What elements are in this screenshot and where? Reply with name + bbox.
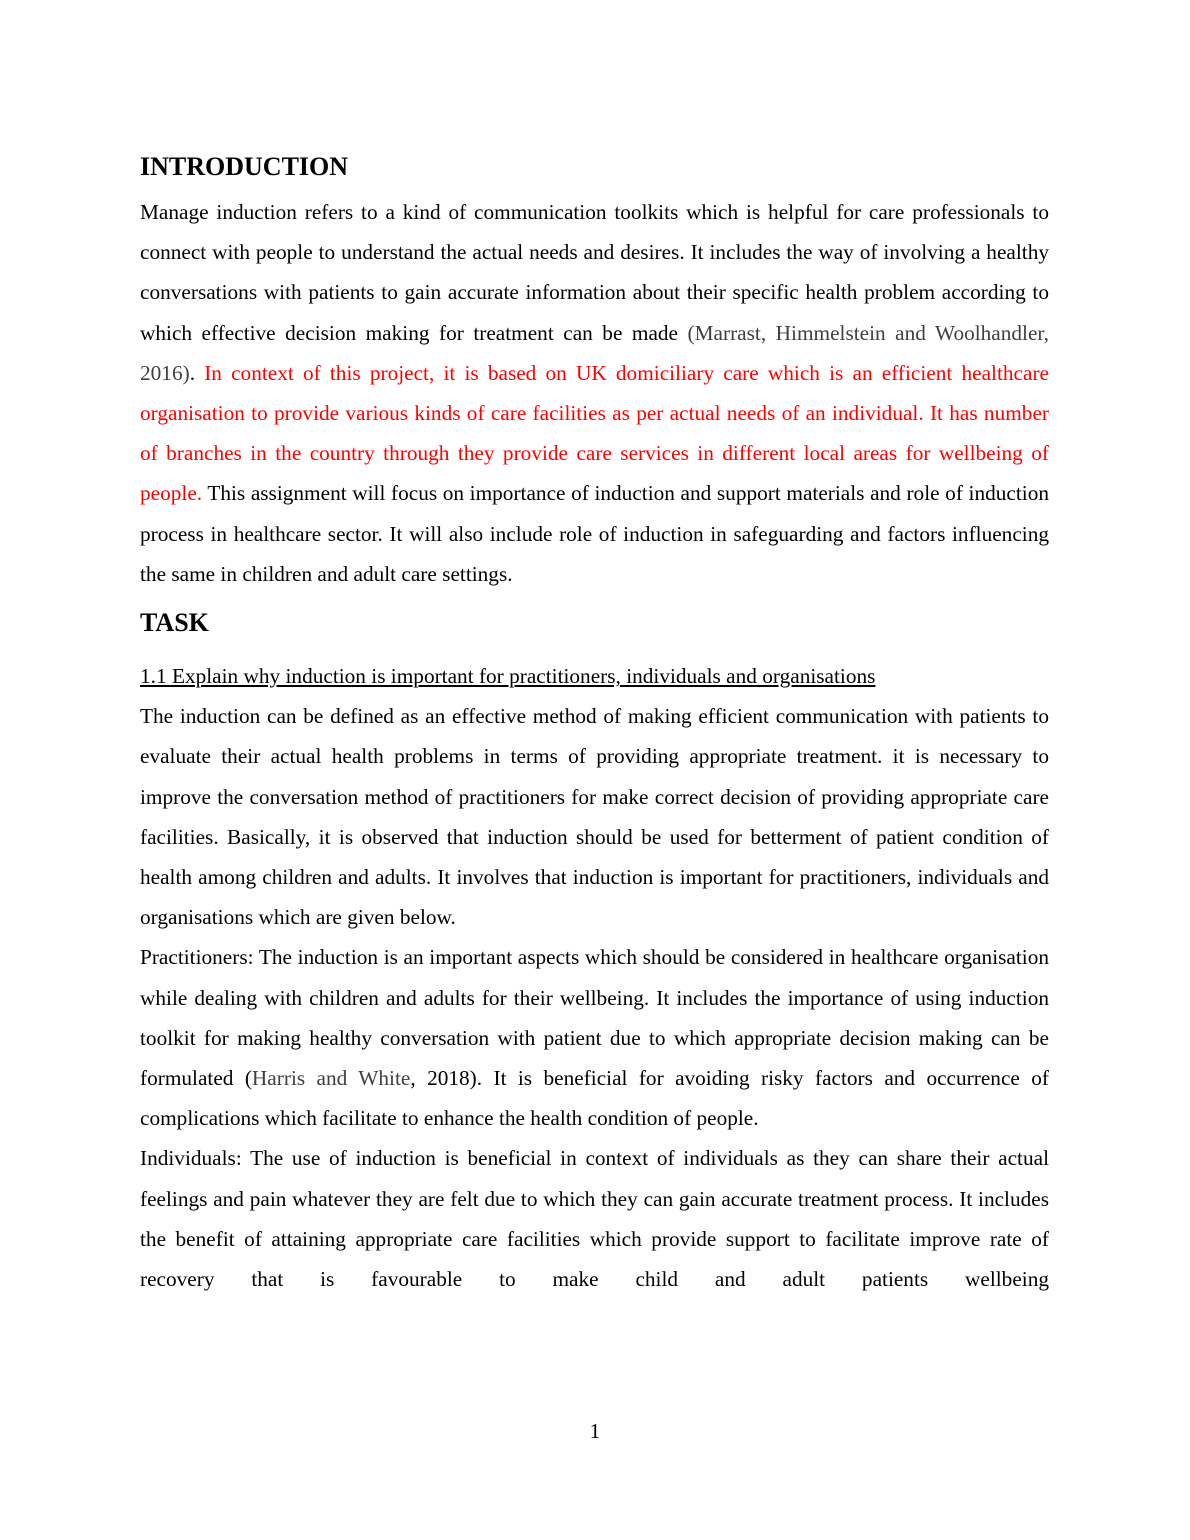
task-intro-paragraph: The induction can be defined as an effective method of making efficient communication with patients to evaluate their actual health problems in terms of providing appropriate treatment. it is necessary to improve the conversation method of practitioners for make correct decision of providing appropriate care facilities. Basically, it is observed that induction should be used for betterment of patient condition of health among children and adults. It involves that induction is important for practitioners, individuals and organisations which are given below. <box>140 704 1049 930</box>
practitioners-text-start: Practitioners: The induction is an important aspects which should be considered in healthcare organisation while dealing with children and adults for their wellbeing. It includes the importance of using induction toolkit for making healthy conversation with patient due to which appropriate decision making can be formulated ( <box>140 945 1049 1091</box>
document-page <box>140 150 1049 1299</box>
intro-text-start: Manage induction refers to a kind of communication toolkits which is helpful for care professionals to connect with people to understand the actual needs and desires. It includes the way of involving a healthy conversations with patients to gain accurate information about their specific health problem according to which effective decision making for treatment can be made <box>140 200 1049 345</box>
practitioners-text-end: ). It is beneficial for avoiding risky factors and occurrence of complications which facilitate to enhance the health condition of people. <box>140 1066 1049 1131</box>
task-heading: TASK <box>140 608 209 638</box>
intro-highlighted-text: In context of this project, it is based on UK domiciliary care which is an efficient healthcare organisation to provide various kinds of care facilities as per actual needs of an individual. It has number of branches in the country through they provide care services in different local areas for wellbeing of people. <box>140 360 1049 506</box>
task-subheading: 1.1 Explain why induction is important for practitioners, individuals and organisations <box>140 664 876 689</box>
intro-citation: (Marrast, Himmelstein and Woolhandler, 2016) <box>140 320 1049 385</box>
practitioners-paragraph <box>140 937 1049 1138</box>
individuals-paragraph: Individuals: The use of induction is beneficial in context of individuals as they can share their actual feelings and pain whatever they are felt due to which they can gain accurate treatment process. It includes the benefit of attaining appropriate care facilities which provide support to facilitate improve rate of recovery that is favourable to make child and adult patients wellbeing <box>140 1146 1049 1292</box>
introduction-heading: INTRODUCTION <box>140 152 349 181</box>
intro-text-after-cite: . <box>189 360 205 385</box>
practitioners-citation-year: , 2018 <box>410 1066 470 1091</box>
introduction-paragraph <box>140 192 1049 594</box>
practitioners-citation: Harris and White <box>251 1066 411 1091</box>
page-number: 1 <box>589 1419 601 1443</box>
intro-text-end: This assignment will focus on importance of induction and support materials and role of induction process in healthcare sector. It will also include role of induction in safeguarding and factors influencing the same in children and adult care settings. <box>140 481 1049 586</box>
